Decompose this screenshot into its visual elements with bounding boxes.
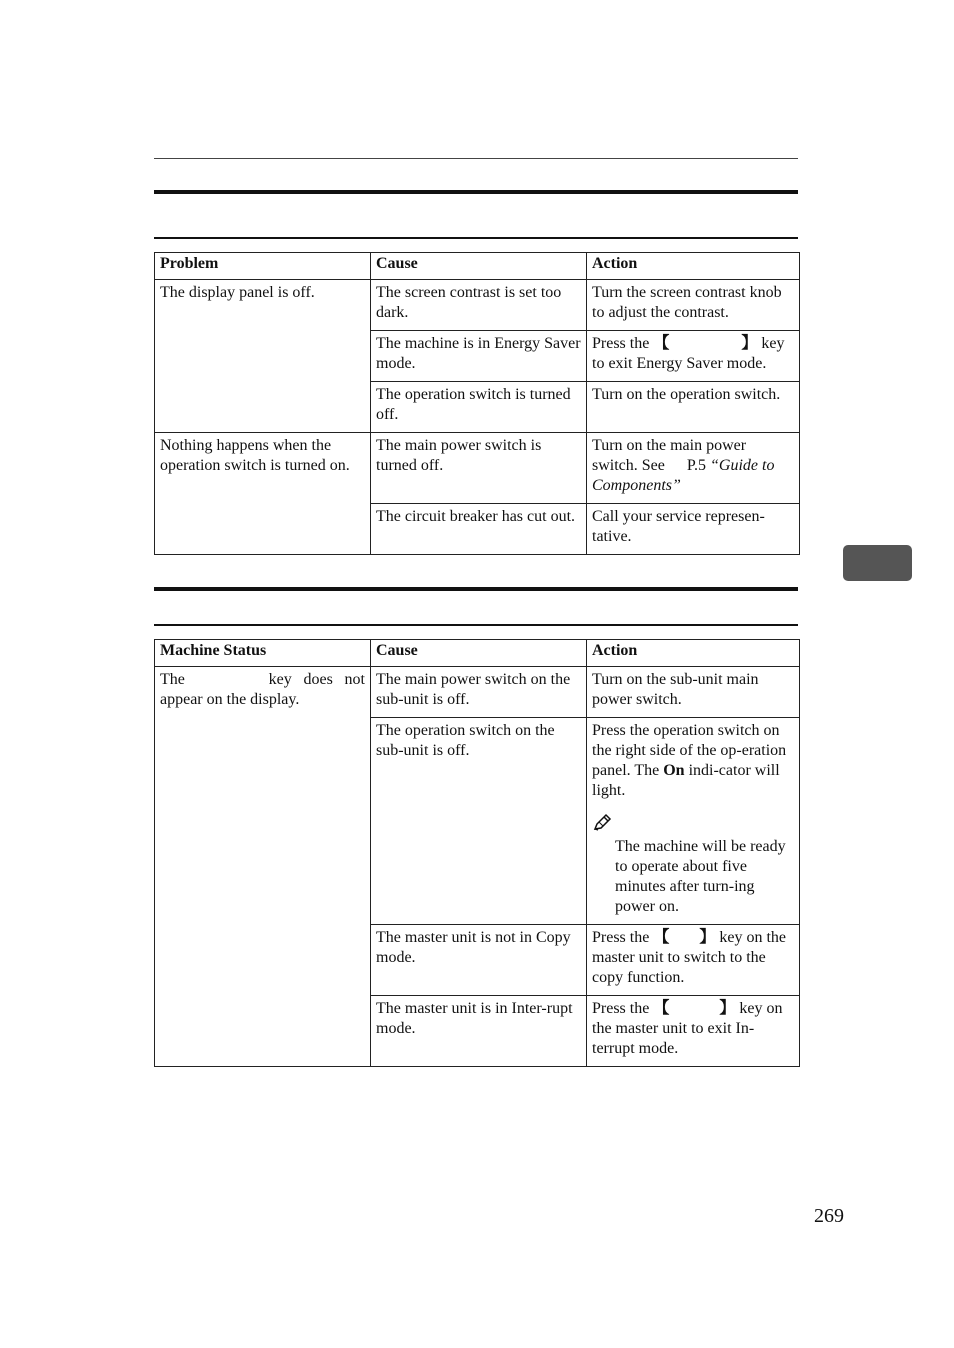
indicator-name: On — [663, 762, 685, 779]
action-cell — [587, 996, 800, 1067]
header-rule — [154, 158, 798, 159]
key-bracket-close: 】 — [699, 929, 716, 946]
header-machine-status: Machine Status — [155, 640, 371, 667]
table-row — [155, 433, 800, 504]
header-action: Action — [587, 253, 800, 280]
action-cell: Call your service represen-tative. — [587, 504, 800, 555]
action-cell — [587, 925, 800, 996]
section-rule — [154, 587, 798, 591]
action-cell — [587, 331, 800, 382]
action-cell: Turn on the operation switch. — [587, 382, 800, 433]
status-text: key does not appear on the display. — [160, 671, 365, 708]
table-header-row — [155, 253, 800, 280]
cause-cell: The operation switch is turned off. — [371, 382, 587, 433]
chapter-tab-marker — [843, 545, 912, 581]
page-reference: P.5 — [686, 457, 706, 474]
action-text: Press the — [592, 335, 650, 352]
table-top-rule — [154, 624, 798, 626]
key-bracket-open: 【 — [653, 335, 670, 352]
status-cell — [155, 667, 371, 1067]
action-cell: Turn on the sub-unit main power switch. — [587, 667, 800, 718]
header-cause: Cause — [371, 253, 587, 280]
cause-cell: The screen contrast is set too dark. — [371, 280, 587, 331]
cause-cell: The circuit breaker has cut out. — [371, 504, 587, 555]
cause-cell: The machine is in Energy Saver mode. — [371, 331, 587, 382]
action-text: key to exit Energy Saver mode. — [592, 335, 785, 372]
action-cell: Turn the screen contrast knob to adjust the contrast. — [587, 280, 800, 331]
display-problems-table — [154, 252, 800, 555]
header-cause: Cause — [371, 640, 587, 667]
action-text: key on the master unit to switch to the copy function. — [592, 929, 787, 986]
key-bracket-open: 【 — [653, 1000, 670, 1017]
action-text: Press the — [592, 929, 650, 946]
action-text: Press the — [592, 1000, 650, 1017]
note-text: The machine will be ready to operate about five minutes after turn-ing power on. — [615, 838, 786, 915]
cause-cell: The main power switch on the sub-unit is off. — [371, 667, 587, 718]
status-text: The — [160, 671, 185, 688]
reference-title[interactable]: “Guide to Components” — [592, 457, 775, 494]
table-top-rule — [154, 237, 798, 239]
table-row — [155, 667, 800, 718]
table-header-row — [155, 640, 800, 667]
problem-cell: The display panel is off. — [155, 280, 371, 433]
problem-cell: Nothing happens when the operation switch is turned on. — [155, 433, 371, 555]
action-text: key on the master unit to exit In-terrupt mode. — [592, 1000, 783, 1057]
page-number: 269 — [814, 1205, 844, 1227]
action-text: indi-cator will light. — [592, 762, 780, 799]
action-text: Press the operation switch on the right side of the op-eration panel. The — [592, 722, 787, 779]
pencil-note-icon — [592, 813, 612, 833]
action-text: Turn on the main power switch. See — [592, 437, 747, 474]
cause-cell: The operation switch on the sub-unit is off. — [371, 718, 587, 925]
cause-cell: The master unit is in Inter-rupt mode. — [371, 996, 587, 1067]
key-bracket-close: 】 — [719, 1000, 736, 1017]
key-bracket-open: 【 — [653, 929, 670, 946]
section-rule — [154, 190, 798, 194]
table-row — [155, 280, 800, 331]
action-cell — [587, 718, 800, 925]
key-bracket-close: 】 — [741, 335, 758, 352]
header-action: Action — [587, 640, 800, 667]
action-cell — [587, 433, 800, 504]
cause-cell: The master unit is not in Copy mode. — [371, 925, 587, 996]
cause-cell: The main power switch is turned off. — [371, 433, 587, 504]
header-problem: Problem — [155, 253, 371, 280]
machine-status-table — [154, 639, 800, 1067]
